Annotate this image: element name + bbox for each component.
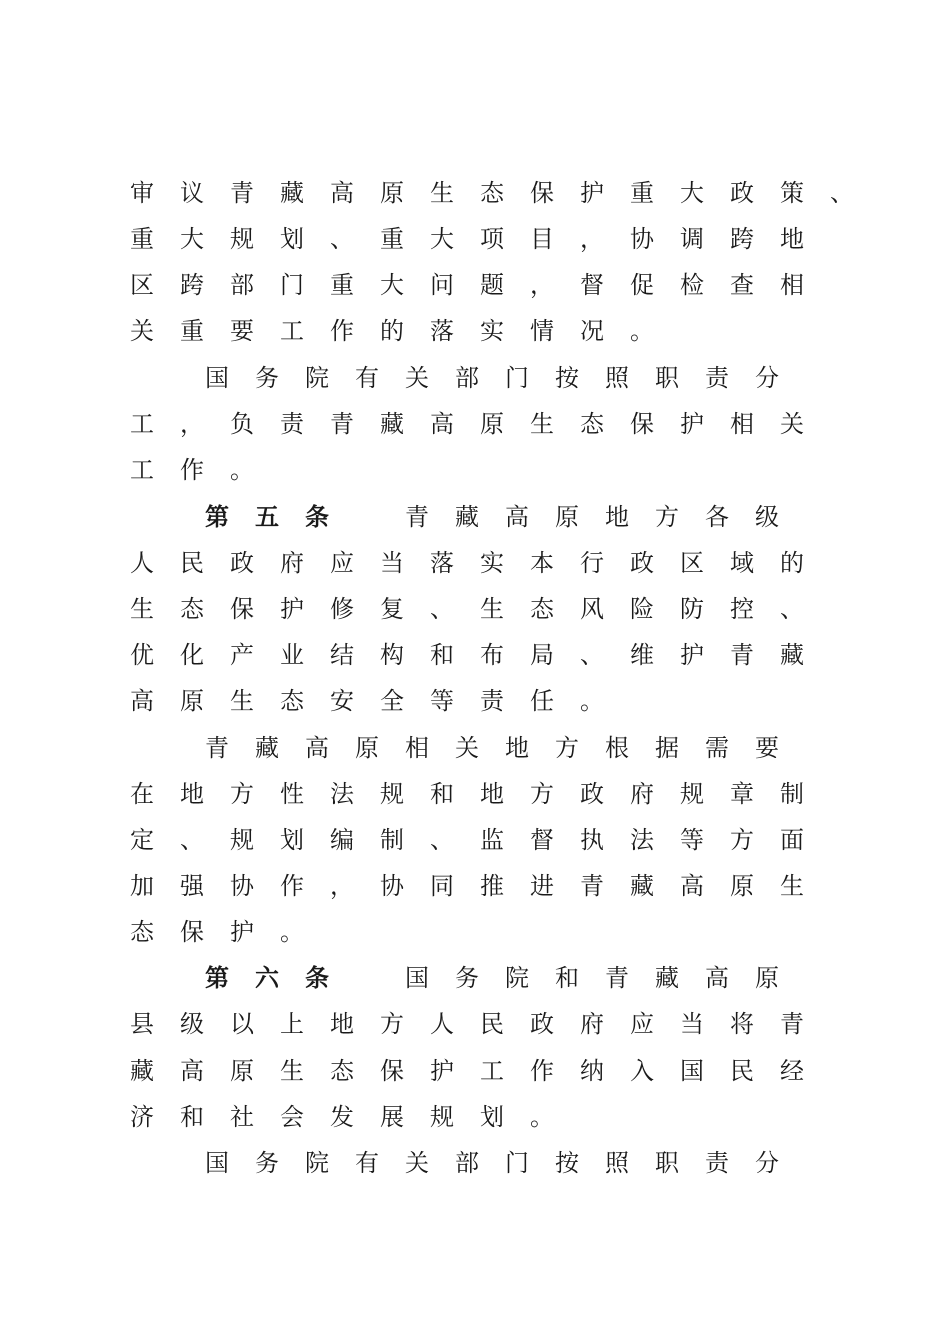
article-heading: 第五条 (205, 502, 355, 531)
text-line: 重大规划、重大项目，协调跨地 (130, 225, 830, 253)
text-line: 工，负责青藏高原生态保护相关 (130, 410, 830, 438)
article-heading: 第六条 (205, 963, 355, 992)
text-line: 国务院有关部门按照职责分 (205, 1149, 805, 1177)
text-line: 青藏高原相关地方根据需要 (205, 734, 805, 762)
text-line: 高原生态安全等责任。 (130, 687, 630, 715)
text-line: 生态保护修复、生态风险防控、 (130, 595, 830, 623)
text-line: 关重要工作的落实情况。 (130, 317, 680, 345)
text-line: 区跨部门重大问题，督促检查相 (130, 271, 830, 299)
text-line: 审议青藏高原生态保护重大政策、 (130, 179, 880, 207)
text-line: 藏高原生态保护工作纳入国民经 (130, 1057, 830, 1085)
text-line: 人民政府应当落实本行政区域的 (130, 549, 830, 577)
text-line: 态保护。 (130, 918, 330, 946)
article-heading-line: 第五条 青藏高原地方各级 (205, 502, 805, 531)
text-line: 国务院有关部门按照职责分 (205, 364, 805, 392)
text-line: 定、规划编制、监督执法等方面 (130, 826, 830, 854)
text-line: 济和社会发展规划。 (130, 1103, 580, 1131)
text-line: 优化产业结构和布局、维护青藏 (130, 641, 830, 669)
text-line: 工作。 (130, 456, 280, 484)
text-line: 在地方性法规和地方政府规章制 (130, 780, 830, 808)
text-line: 加强协作，协同推进青藏高原生 (130, 872, 830, 900)
article-heading-line: 第六条 国务院和青藏高原 (205, 963, 805, 992)
text-line: 县级以上地方人民政府应当将青 (130, 1010, 830, 1038)
